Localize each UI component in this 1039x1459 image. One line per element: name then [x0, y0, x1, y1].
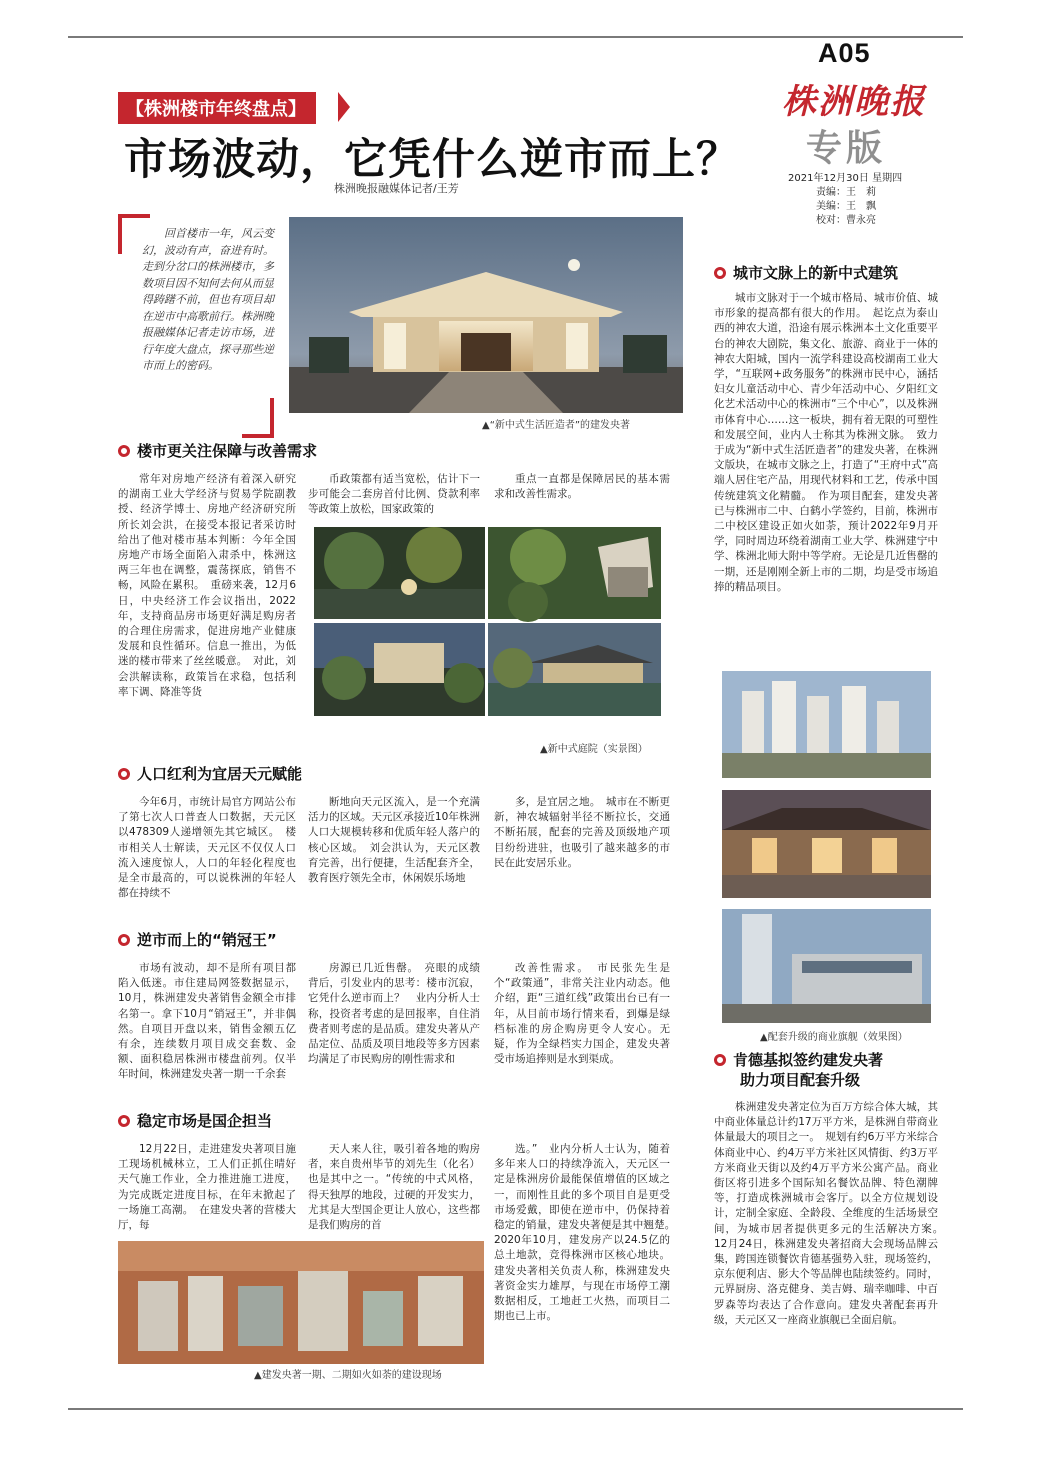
lead-paragraph: 回首楼市一年，风云变幻，波动有声，奋进有时。走到分岔口的株洲楼市，多数项目因不知何去何从而显得踌躇不前，但也有项目却在逆市中高歌前行。株洲晚报融媒体记者走访市场，进行年度大盘点，探寻那些逆市而上的密码。 [142, 227, 274, 372]
s4-column-1: 12月22日，走进建发央著项目施工现场机械林立，工人们正抓住晴好天气施工作业，全力推进施工进度，为完成既定进度目标，在年末掀起了一场施工高潮。 在建发央著的营楼大厅，每 [118, 1143, 296, 1232]
kicker-tail [338, 92, 350, 122]
s3-column-3: 改善性需求。 市民张先生是个“政策通”，非常关注业内动态。他介绍，距“三道红线”政策出台已有一年，从目前市场行情来看，到爆是绿档标准的房企购房更令人安心。无疑，作为全绿档实力国企，建发央著受市场追捧则是水到渠成。 [494, 962, 670, 1066]
masthead-meta [788, 172, 948, 228]
s4-column-3: 选。” 业内分析人士认为，随着多年来人口的持续净流入，天元区一定是株洲房价最能保值增值的区域之一，而刚性且此的多个项目自是更受市场爱戴，即使在逆市中，仍保持着稳定的销量，建发央著便是其中翘楚。 2020年10月，建发房产以24.5亿的总土地款，竞得株洲市区核心地块。建发央著相关负责人称，株洲建发央著资金实力雄厚，与现在市场停工潮数据相反，工地赶工火热，而项目二期也已上市。 [494, 1143, 681, 1323]
s6-body: 株洲建发央著定位为百万方综合体大城，其中商业体量总计约17万平方米，是株洲自带商业体量最大的项目之一。 规划有约6万平方米综合体商业中心、约4万平方米社区风情街、约3万平方米商业天街以及约4万平方米公寓产品。商业街区将引进多个国际知名餐饮品牌、特色潮牌等，打造成株洲城市会客厅。以全方位规划设计，定制全家庭、全龄段、全维度的生活场景空间，为城市居者提供更多元的生活解决方案。 12月24日，株洲建发央著招商大会现场品牌云集，跨国连锁餐饮肯德基强势入驻，现场签约，京东便利店、影大个等品牌也陆续签约。同时，元界厨房、洛克健身、美吉姆、瑞幸咖啡、中百罗森等均表达了合作意向。建发央著配套再升级，天元区又一座商业旗舰已全面启航。 [714, 1101, 949, 1326]
section-bullet-icon [118, 934, 130, 946]
commercial-photo-2 [722, 790, 931, 898]
byline: 株洲晚报融媒体记者/王芳 [334, 182, 459, 195]
courtyard-photo-1 [314, 527, 485, 619]
commercial-photo-1 [722, 671, 931, 778]
proofreader-credit: 校对：曹永亮 [816, 215, 876, 226]
section-heading-kfc-line-2: 助力项目配套升级 [740, 1071, 861, 1089]
courtyard-photo-3 [314, 623, 485, 716]
section-title: 城市文脉上的新中式建筑 [733, 264, 899, 282]
construction-caption: ▲建发央著一期、二期如火如荼的建设现场 [254, 1370, 442, 1381]
lead-bracket-top [118, 214, 150, 218]
designer-credit: 美编：王 飘 [816, 201, 876, 212]
section-bullet-icon [118, 1115, 130, 1127]
commercial-photo-3 [722, 909, 931, 1023]
s1-column-3: 重点一直都是保障居民的基本需求和改善性需求。 [494, 473, 670, 501]
section-title: 逆市而上的“销冠王” [137, 931, 277, 949]
s3-column-1: 市场有波动，却不是所有项目都陷入低迷。市住建局网签数据显示，10月，株洲建发央著销售金额全市排名第一。拿下10月“销冠王”，并非偶然。自项目开盘以来，销售金额五亿有余，连续数月项目成交套数、金额、面积稳居株洲市楼盘前列。仅半年时间，株洲建发央著一期一千余套 [118, 962, 296, 1081]
section-title: 稳定市场是国企担当 [137, 1112, 273, 1130]
s1-column-2: 币政策都有适当宽松，估计下一步可能会二套房首付比例、贷款利率等政策上放松，国家政策的 [308, 473, 480, 516]
s2-column-3: 多，是宜居之地。 城市在不断更新，神农城辐射半径不断拉长，交通不断拓展，配套的完善及顶级地产项目纷纷进驻，也吸引了越来越多的市民在此安居乐业。 [494, 796, 670, 869]
hero-photo [289, 217, 683, 413]
section-heading-state-enterprise [118, 1112, 272, 1131]
page-number: A05 [818, 38, 871, 68]
s1-column-1: 常年对房地产经济有着深入研究的湖南工业大学经济与贸易学院副教授、经济学博士、房地产经济研究所所长刘会洪，在接受本报记者采访时给出了他对楼市基本判断：今年全国房地产市场全面陷入肃杀中，株洲这两三年也在调整，震荡探底，销售不畅，风险在累积。 重磅来袭，12月6日，中央经济工作会议指出，2022年，支持商品房市场更好满足购房者的合理住房需求，促进房地产业健康发展和良性循环。信息一推出，为低迷的楼市带来了丝丝暖意。 对此，刘会洪解读称，政策旨在求稳，包括利率下调、降准等货 [118, 473, 296, 698]
s3-column-2: 房源已几近售罄。 亮眼的成绩背后，引发业内的思考：楼市沉寂，它凭什么逆市而上？ 业内分析人士称，投资者考虑的是回报率，自住消费者则考虑的是品质。建发央著从产品定位、品质及项目地段等多方因素均满足了市民购房的刚性需求和 [308, 962, 480, 1066]
paper-logo: 株洲晚报 [782, 82, 926, 122]
section-heading-kfc [714, 1051, 883, 1070]
section-bullet-icon [714, 267, 726, 279]
s2-column-2: 断地向天元区流入，是一个充满活力的区域。天元区承接近10年株洲人口大规模转移和优质年轻人落户的核心区域。 刘会洪认为，天元区教育完善，出行便捷，生活配套齐全，教育医疗领先全市，休闲娱乐场地 [308, 796, 480, 885]
hero-caption: ▲“新中式生活匠造者”的建发央著 [482, 420, 631, 431]
s4-column-2: 天人来人往，吸引着各地的购房者，来自贵州毕节的刘先生（化名）也是其中之一。“传统的中式风格，得天独厚的地段，过硬的开发实力，尤其是大型国企更让人放心，这些都是我们购房的首 [308, 1143, 480, 1232]
editor-credit: 责编：王 莉 [816, 187, 876, 198]
section-bullet-icon [118, 768, 130, 780]
section-label: 专版 [806, 127, 887, 169]
construction-photo [118, 1241, 484, 1364]
courtyard-photo-4 [488, 623, 661, 716]
issue-date: 2021年12月30日 星期四 [788, 173, 903, 184]
section-title: 人口红利为宜居天元赋能 [137, 765, 303, 783]
section-heading-population [118, 765, 302, 784]
commercial-caption: ▲配套升级的商业旗舰（效果图） [760, 1032, 908, 1043]
s5-body: 城市文脉对于一个城市格局、城市价值、城市形象的提高都有很大的作用。 起讫点为泰山西的神农大道，沿途有展示株洲本土文化重要平台的神农大剧院，集文化、旅游、商业于一体的神农大阳城，国内一流学科建设高校湖南工业大学，“互联网+政务服务”的株洲市民中心，涵括妇女儿童活动中心、青少年活动中心、夕阳红文化艺术活动中心的株洲市“三个中心”，以及株洲市体育中心……这一板块，拥有着无限的可塑性和发展空间，业内人士称其为株洲文脉。 致力于成为“新中式生活匠造者”的建发央著，在株洲文版块，在城市文脉之上，打造了“王府中式”高端人居住宅产品，用现代材料和工艺，传承中国传统建筑文化精髓。 作为项目配套，建发央著已与株洲市二中、白鹤小学签约，目前，株洲市二中校区建设正如火如荼，预计2022年9月开学，同时周边环绕着湖南工业大学、株洲建宁中学、株洲北师大附中等学府。无论是几近售罄的一期，还是刚刚全新上市的二期，均是受市场追捧的精品项目。 [714, 292, 938, 593]
section-heading-sales-champion [118, 931, 277, 950]
section-heading-market-needs [118, 442, 317, 461]
courtyard-photo-2 [488, 527, 661, 619]
section-heading-city-culture [714, 264, 898, 283]
section-title-line-1: 肯德基拟签约建发央著 [733, 1051, 884, 1069]
section-bullet-icon [714, 1054, 726, 1066]
headline: 市场波动，它凭什么逆市而上？ [124, 135, 740, 185]
lead-bracket-left [118, 214, 122, 254]
kicker-label: 【株洲楼市年终盘点】 [118, 92, 316, 124]
section-title: 楼市更关注保障与改善需求 [137, 442, 318, 460]
lead-bracket-right [270, 398, 274, 438]
section-bullet-icon [118, 445, 130, 457]
bottom-rule [68, 1408, 963, 1410]
s2-column-1: 今年6月，市统计局官方网站公布了第七次人口普查人口数据，天元区以478309人递增领先其它城区。 楼市相关人士解读，天元区不仅仅人口流入速度惊人，人口的年轻化程度也是全市最高的，可以说株洲的年轻人都在持续不 [118, 796, 296, 900]
courtyard-caption: ▲新中式庭院（实景图） [540, 744, 648, 755]
